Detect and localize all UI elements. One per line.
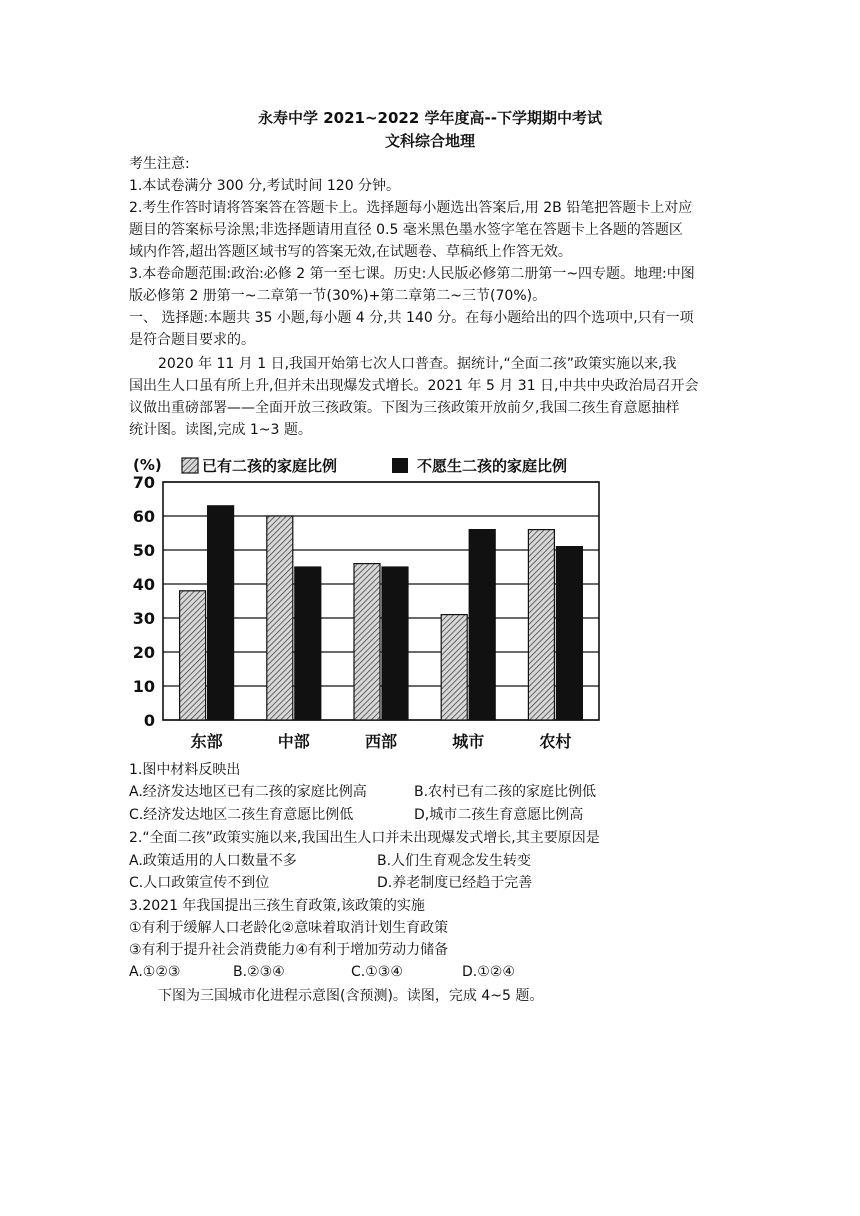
bar-existing-two-child xyxy=(528,530,554,720)
q1-option-d: D,城市二孩生育意愿比例高 xyxy=(414,807,584,823)
y-tick-label: 0 xyxy=(143,711,155,730)
y-tick-label: 40 xyxy=(132,575,155,594)
bar-unwilling-second-child xyxy=(556,547,582,720)
q2-stem: 2.“全面二孩”政策实施以来,我国出生人口并未出现爆发式增长,其主要原因是 xyxy=(129,830,600,846)
y-tick-label: 20 xyxy=(132,643,155,662)
notice-heading: 考生注意: xyxy=(129,156,190,172)
exam-title: 永寿中学 2021~2022 学年度高--下学期期中考试 xyxy=(258,109,602,127)
q2-option-c: C.人口政策宣传不到位 xyxy=(129,875,270,891)
x-category-label: 城市 xyxy=(452,732,485,751)
notice-item-3-line-2: 版必修第 2 册第一~二章第一节(30%)+第二章第二~三节(70%)。 xyxy=(129,288,547,304)
bar-existing-two-child xyxy=(354,564,380,720)
q3-option-d: D.①②④ xyxy=(462,964,515,980)
next-question-intro: 下图为三国城市化进程示意图(含预测)。读图，完成 4~5 题。 xyxy=(158,988,544,1004)
q1-option-a: A.经济发达地区已有二孩的家庭比例高 xyxy=(129,784,367,800)
q1-stem: 1.图中材料反映出 xyxy=(129,762,241,778)
y-tick-label: 10 xyxy=(132,677,155,696)
x-category-label: 东部 xyxy=(190,732,223,751)
q3-stem: 3.2021 年我国提出三孩生育政策,该政策的实施 xyxy=(129,898,425,914)
x-category-label: 农村 xyxy=(539,732,572,751)
passage-line-3: 议做出重磅部署——全面开放三孩政策。下图为三孩政策开放前夕,我国二孩生育意愿抽样 xyxy=(129,400,680,416)
bar-unwilling-second-child xyxy=(469,530,495,720)
notice-item-2-line-2: 题目的答案标号涂黑;非选择题请用直径 0.5 毫米黑色墨水签字笔在答题卡上各题的答题区 xyxy=(129,222,683,238)
legend-swatch-existing xyxy=(182,458,198,473)
passage-line-4: 统计图。读图,完成 1~3 题。 xyxy=(129,422,312,438)
bar-existing-two-child xyxy=(180,591,206,720)
q3-option-a: A.①②③ xyxy=(129,964,181,980)
q2-option-b: B.人们生育观念发生转变 xyxy=(377,853,532,869)
legend-label-unwilling: 不愿生二孩的家庭比例 xyxy=(417,457,568,475)
passage-line-1: 2020 年 11 月 1 日,我国开始第七次人口普查。据统计,“全面二孩”政策实施以来,我 xyxy=(158,356,677,372)
q2-option-a: A.政策适用的人口数量不多 xyxy=(129,853,297,869)
bar-existing-two-child xyxy=(441,615,467,720)
y-tick-label: 60 xyxy=(132,507,155,526)
q3-statement-line-2: ③有利于提升社会消费能力④有利于增加劳动力储备 xyxy=(129,942,449,958)
section-heading-line-2: 是符合题目要求的。 xyxy=(129,332,255,348)
bar-unwilling-second-child xyxy=(382,567,408,720)
q3-statement-line-1: ①有利于缓解人口老龄化②意味着取消计划生育政策 xyxy=(129,920,449,936)
x-category-label: 西部 xyxy=(364,732,398,751)
q3-option-c: C.①③④ xyxy=(351,964,403,980)
legend-label-existing: 已有二孩的家庭比例 xyxy=(202,457,338,475)
x-category-label: 中部 xyxy=(277,732,310,751)
notice-item-1: 1.本试卷满分 300 分,考试时间 120 分钟。 xyxy=(129,178,401,194)
q2-option-d: D.养老制度已经趋于完善 xyxy=(377,875,533,891)
notice-item-2-line-1: 2.考生作答时请将答案答在答题卡上。选择题每小题选出答案后,用 2B 铅笔把答题卡上对应 xyxy=(129,200,693,216)
notice-item-2-line-3: 域内作答,超出答题区域书写的答案无效,在试题卷、草稿纸上作答无效。 xyxy=(129,244,572,260)
exam-subtitle: 文科综合地理 xyxy=(384,132,475,150)
y-tick-label: 50 xyxy=(132,541,155,560)
y-tick-label: 70 xyxy=(132,473,155,492)
bar-existing-two-child xyxy=(267,516,293,720)
bar-unwilling-second-child xyxy=(295,567,321,720)
section-heading-line-1: 一、 选择题:本题共 35 小题,每小题 4 分,共 140 分。在每小题给出的四个选项中,只有一项 xyxy=(129,310,694,326)
q1-option-b: B.农村已有二孩的家庭比例低 xyxy=(414,784,597,800)
y-tick-label: 30 xyxy=(132,609,155,628)
q3-option-b: B.②③④ xyxy=(233,964,285,980)
bar-unwilling-second-child xyxy=(208,506,234,720)
notice-item-3-line-1: 3.本卷命题范围:政治:必修 2 第一至七课。历史:人民版必修第二册第一~四专题。地理:中图 xyxy=(129,266,695,282)
legend-swatch-unwilling xyxy=(392,458,408,473)
y-axis-unit: (%) xyxy=(133,456,162,474)
passage-line-2: 国出生人口虽有所上升,但并未出现爆发式增长。2021 年 5 月 31 日,中共中央政治局召开会 xyxy=(129,378,699,394)
q1-option-c: C.经济发达地区二孩生育意愿比例低 xyxy=(129,807,354,823)
fertility-chart xyxy=(0,440,860,760)
